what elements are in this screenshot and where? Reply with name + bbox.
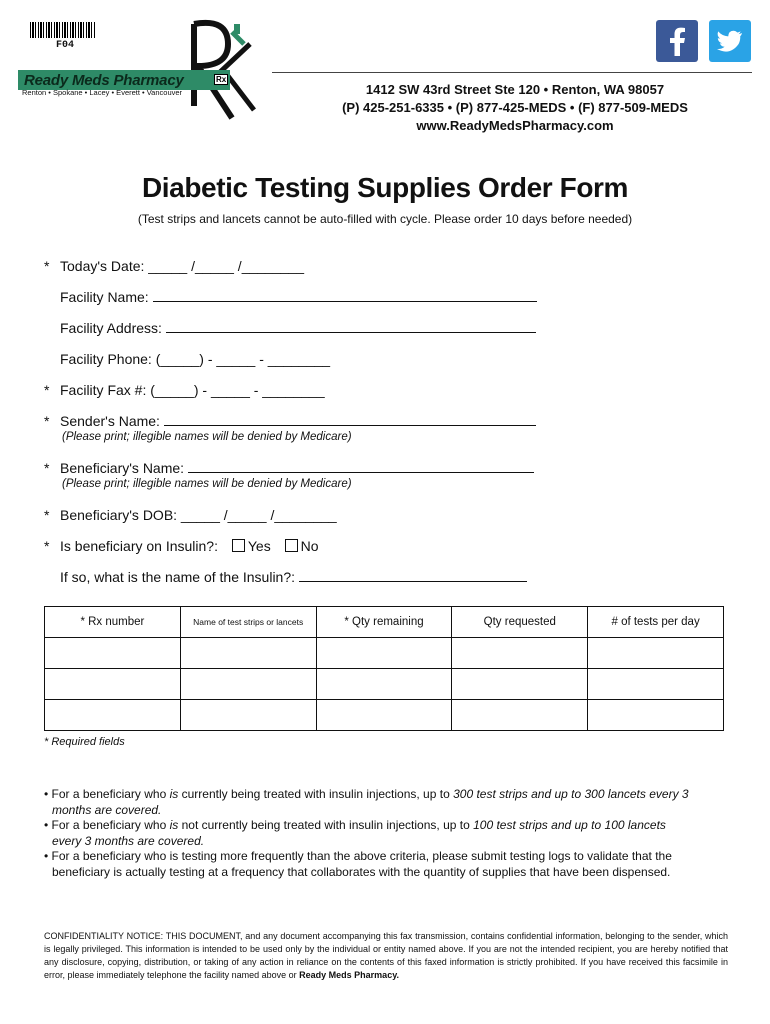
beneficiary-dob-field[interactable]: Beneficiary's DOB: _____ /_____ /________: [60, 507, 337, 523]
insulin-name-label: If so, what is the name of the Insulin?:: [60, 569, 296, 585]
table-cell[interactable]: [45, 669, 181, 700]
bullet-text: • For a beneficiary who: [44, 818, 170, 832]
required-star: *: [44, 382, 50, 398]
tests-per-day-header: # of tests per day: [588, 607, 724, 638]
barcode: [30, 22, 96, 38]
bullet-text: currently being treated with insulin injections, up to: [178, 787, 454, 801]
coverage-bullet: [44, 848, 734, 880]
logo-cities: Renton • Spokane • Lacey • Everett • Vancouver: [22, 88, 183, 97]
no-label: No: [300, 538, 319, 554]
form-code: F04: [56, 40, 75, 51]
facility-address-label: Facility Address:: [60, 320, 162, 336]
page-title: Diabetic Testing Supplies Order Form: [141, 172, 629, 203]
table-cell[interactable]: [452, 700, 588, 731]
rx-number-header: * Rx number: [45, 607, 181, 638]
bullet-text: beneficiary is actually testing at a frequency that collaborates with the quantity of supplies that have been dispensed.: [52, 865, 671, 879]
confidentiality-notice: [44, 930, 728, 982]
bullet-emphasis: 100 test strips and up to 100 lancets: [473, 818, 666, 832]
bullet-text: • For a beneficiary who is testing more frequently than the above criteria, please submit testing logs to validate that the: [44, 849, 672, 863]
strip-name-header: Name of test strips or lancets: [180, 607, 316, 638]
logo-name: Ready Meds Pharmacy: [24, 72, 184, 89]
qty-requested-header: Qty requested: [452, 607, 588, 638]
table-cell[interactable]: [316, 638, 452, 669]
table-cell[interactable]: [588, 669, 724, 700]
facility-name-label: Facility Name:: [60, 289, 149, 305]
website-link[interactable]: www.ReadyMedsPharmacy.com: [416, 118, 614, 133]
required-star: *: [44, 460, 50, 476]
facility-address-line[interactable]: [166, 320, 536, 333]
print-note: (Please print; illegible names will be denied by Medicare): [62, 478, 352, 490]
facebook-icon[interactable]: [656, 20, 698, 62]
insulin-question: [60, 538, 319, 554]
table-cell[interactable]: [180, 700, 316, 731]
beneficiary-name-line[interactable]: [188, 460, 534, 473]
supplies-table: [44, 606, 724, 731]
table-cell[interactable]: [316, 700, 452, 731]
page-subtitle: (Test strips and lancets cannot be auto-filled with cycle. Please order 10 days before needed): [137, 212, 633, 226]
facility-fax-field[interactable]: Facility Fax #: (_____) - _____ - ________: [60, 382, 325, 398]
insulin-name-field[interactable]: [60, 569, 527, 585]
coverage-bullet: [44, 817, 734, 849]
facility-address-field[interactable]: [60, 320, 536, 336]
required-star: *: [44, 507, 50, 523]
todays-date-field[interactable]: Today's Date: _____ /_____ /________: [60, 258, 304, 274]
required-fields-note: * Required fields: [44, 736, 125, 748]
logo-badge: Rx: [216, 75, 227, 84]
table-cell[interactable]: [45, 700, 181, 731]
table-cell[interactable]: [588, 700, 724, 731]
table-row: [45, 638, 724, 669]
header-divider: [272, 72, 752, 73]
confidentiality-pharmacy-name: Ready Meds Pharmacy.: [299, 970, 400, 980]
no-checkbox[interactable]: [285, 539, 298, 552]
table-row: [45, 700, 724, 731]
facility-name-field[interactable]: [60, 289, 537, 305]
senders-name-line[interactable]: [164, 413, 536, 426]
bullet-emphasis: months are covered.: [52, 803, 162, 817]
bullet-emphasis: every 3 months are covered.: [52, 834, 205, 848]
facility-phone-field[interactable]: Facility Phone: (_____) - _____ - ________: [60, 351, 331, 367]
table-cell[interactable]: [45, 638, 181, 669]
required-star: *: [44, 413, 50, 429]
beneficiary-name-field[interactable]: [60, 460, 534, 476]
insulin-name-line[interactable]: [299, 569, 527, 582]
confidentiality-text: CONFIDENTIALITY NOTICE: THIS DOCUMENT, and any document accompanying this fax transmission, contains confidential information, belonging to the sender, which is legally privileged. This information is intended to be used only by the individual or entity named above. If you are not the intended recipient, you are hereby notified that any disclosure, copying, distribution, or taking of any action in reliance on the contents of this faxed information is strictly prohibited. If you have received this facsimile in error, please immediately telephone the facility named above or: [44, 931, 728, 980]
beneficiary-name-label: Beneficiary's Name:: [60, 460, 185, 476]
table-cell[interactable]: [316, 669, 452, 700]
qty-remaining-header: * Qty remaining: [316, 607, 452, 638]
coverage-bullet: [44, 786, 734, 818]
twitter-icon[interactable]: [709, 20, 751, 62]
table-cell[interactable]: [588, 638, 724, 669]
bullet-emphasis: is: [169, 818, 179, 832]
bullet-text: • For a beneficiary who: [44, 787, 170, 801]
table-cell[interactable]: [180, 638, 316, 669]
bullet-emphasis: is: [169, 787, 179, 801]
bullet-emphasis: 300 test strips and up to 300 lancets every 3: [453, 787, 689, 801]
table-cell[interactable]: [180, 669, 316, 700]
facility-name-line[interactable]: [153, 289, 537, 302]
address-line: 1412 SW 43rd Street Ste 120 • Renton, WA 98057: [365, 82, 665, 97]
yes-label: Yes: [247, 538, 271, 554]
bullet-text: not currently being treated with insulin injections, up to: [178, 818, 474, 832]
yes-checkbox[interactable]: [232, 539, 245, 552]
required-star: *: [44, 258, 50, 274]
table-cell[interactable]: [452, 669, 588, 700]
print-note: (Please print; illegible names will be denied by Medicare): [62, 431, 352, 443]
table-header-row: [45, 607, 724, 638]
required-star: *: [44, 538, 50, 554]
table-cell[interactable]: [452, 638, 588, 669]
table-row: [45, 669, 724, 700]
insulin-question-label: Is beneficiary on Insulin?:: [60, 538, 218, 554]
senders-name-field[interactable]: [60, 413, 536, 429]
senders-name-label: Sender's Name:: [60, 413, 160, 429]
phone-line: (P) 425-251-6335 • (P) 877-425-MEDS • (F) 877-509-MEDS: [342, 100, 688, 115]
